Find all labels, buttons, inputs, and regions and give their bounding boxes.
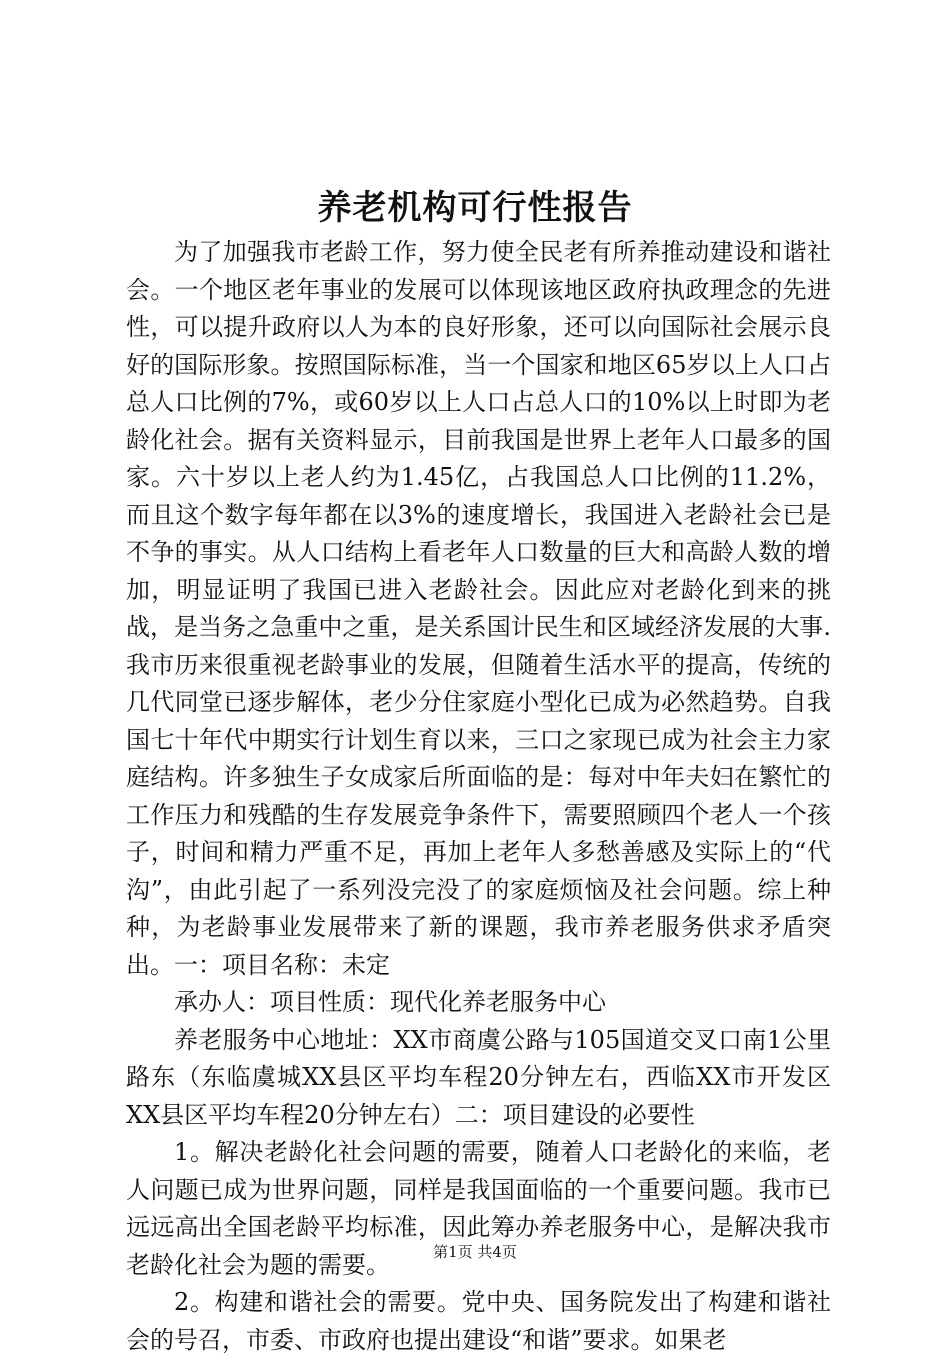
paragraph-address: 养老服务中心地址：XX市商虞公路与105国道交叉口南1公里路东（东临虞城XX县区平均车程20分钟左右，西临XX市开发区XX县区平均车程20分钟左右）二：项目建设的必要性 bbox=[126, 1025, 831, 1129]
paragraph-point-2: 2。构建和谐社会的需要。党中央、国务院发出了构建和谐社会的号召，市委、市政府也提出建设“和谐”要求。如果老 bbox=[126, 1288, 831, 1354]
paragraph-intro: 为了加强我市老龄工作，努力使全民老有所养推动建设和谐社会。一个地区老年事业的发展可以体现该地区政府执政理念的先进性，可以提升政府以人为本的良好形象，还可以向国际社会展示良好的国际形象。按照国际标准，当一个国家和地区65岁以上人口占总人口比例的7%，或60岁以上人口占总人口的10%以上时即为老龄化社会。据有关资料显示，目前我国是世界上老年人口最多的国家。六十岁以上老人约为1.45亿，占我国总人口比例的11.2%，而且这个数字每年都在以3%的速度增长，我国进入老龄社会已是不争的事实。从人口结构上看老年人口数量的巨大和高龄人数的增加，明显证明了我国已进入老龄社会。因此应对老龄化到来的挑战，是当务之急重中之重，是关系国计民生和区域经济发展的大事.我市历来很重视老龄事业的发展，但随着生活水平的提高，传统的几代同堂已逐步解体，老少分住家庭小型化已成为必然趋势。自我国七十年代中期实行计划生育以来，三口之家现已成为社会主力家庭结构。许多独生子女成家后所面临的是：每对中年夫妇在繁忙的工作压力和残酷的生存发展竞争条件下，需要照顾四个老人一个孩子，时间和精力严重不足，再加上老年人多愁善感及实际上的“代沟”，由此引起了一系列没完没了的家庭烦恼及社会问题。综上种种，为老龄事业发展带来了新的课题，我市养老服务供求矛盾突出。一：项目名称：未定 bbox=[126, 238, 831, 979]
paragraph-organizer: 承办人：项目性质：现代化养老服务中心 bbox=[174, 988, 606, 1016]
page-footer: 第1页 共4页 bbox=[433, 1243, 517, 1261]
paragraph-point-1: 1。解决老龄化社会问题的需要，随着人口老龄化的来临，老人问题已成为世界问题，同样是我国面临的一个重要问题。我市已远远高出全国老龄平均标准，因此筹办养老服务中心，是解决我市老龄化社会为题的需要。 bbox=[126, 1138, 831, 1279]
document-body bbox=[126, 234, 831, 1359]
document-title: 养老机构可行性报告 bbox=[317, 188, 633, 228]
